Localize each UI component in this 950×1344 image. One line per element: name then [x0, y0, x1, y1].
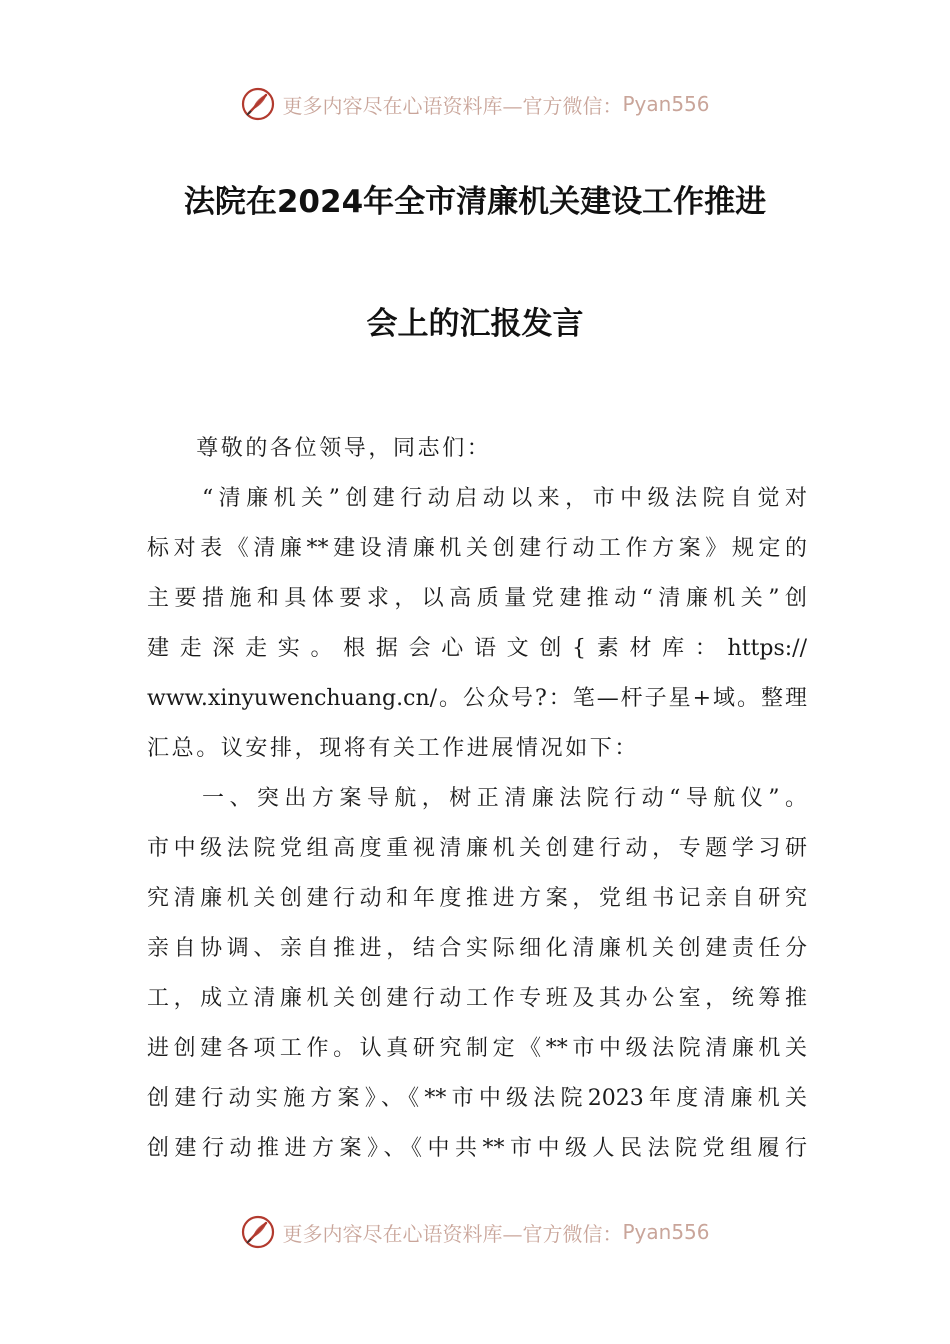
body-line: 建走深走实。根据会心语文创{素材库：https:// — [147, 636, 807, 661]
body-line: 创建行动推进方案》、《中共**市中级人民法院党组履行 — [147, 1136, 807, 1161]
watermark-footer — [0, 1212, 950, 1252]
document-title-line-2: 会上的汇报发言 — [366, 306, 584, 342]
body-line: 亲自协调、亲自推进，结合实际细化清廉机关创建责任分 — [147, 936, 807, 961]
body-line: 创建行动实施方案》、《**市中级法院2023年度清廉机关 — [147, 1086, 807, 1111]
watermark-text: 更多内容尽在心语资料库—官方微信： — [282, 1221, 623, 1246]
body-line: www.xinyuwenchuang.cn/。公众号?：笔—杆子星+域。整理 — [147, 686, 807, 711]
body-line: 市中级法院党组高度重视清廉机关创建行动，专题学习研 — [147, 836, 807, 861]
body-line-salutation: 尊敬的各位领导，同志们： — [147, 436, 492, 461]
feather-pen-logo-icon — [240, 1214, 276, 1250]
body-line: 究清廉机关创建行动和年度推进方案，党组书记亲自研究 — [147, 886, 807, 911]
watermark-wechat-id: Pyan556 — [622, 1220, 710, 1244]
body-line: 主要措施和具体要求，以高质量党建推动“清廉机关”创 — [147, 586, 807, 611]
document-title-line-1: 法院在2024年全市清廉机关建设工作推进 — [183, 184, 767, 220]
body-line-section-heading: 一、突出方案导航，树正清廉法院行动“导航仪”。 — [147, 786, 807, 811]
body-line: 工，成立清廉机关创建行动工作专班及其办公室，统筹推 — [147, 986, 807, 1011]
body-line: 标对表《清廉**建设清廉机关创建行动工作方案》规定的 — [147, 536, 807, 561]
watermark-wechat-id: Pyan556 — [622, 92, 710, 116]
body-line: 汇总。议安排，现将有关工作进展情况如下： — [147, 736, 640, 761]
body-line: 进创建各项工作。认真研究制定《**市中级法院清廉机关 — [147, 1036, 807, 1061]
watermark-text: 更多内容尽在心语资料库—官方微信： — [282, 93, 623, 118]
body-line: “清廉机关”创建行动启动以来，市中级法院自觉对 — [147, 486, 807, 511]
document-body — [147, 424, 807, 1174]
watermark-header — [0, 84, 950, 124]
feather-pen-logo-icon — [240, 86, 276, 122]
